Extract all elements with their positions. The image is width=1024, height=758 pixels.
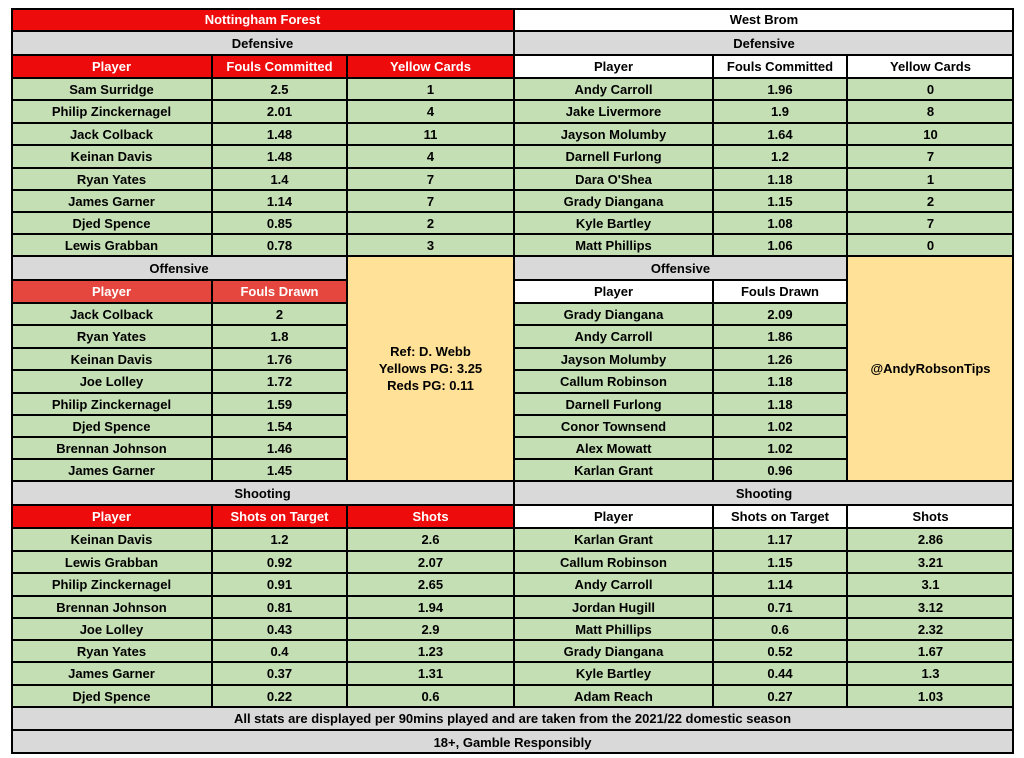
left-defensive-cell: Jack Colback [11, 123, 212, 145]
right-shooting-cell: 3.12 [847, 596, 1014, 618]
right-defensive-cell: 1.9 [713, 100, 847, 123]
right-defensive-title: Defensive [514, 31, 1014, 55]
left-defensive-cell: Philip Zinckernagel [11, 100, 212, 123]
right-shooting-cell: 2.86 [847, 528, 1014, 551]
right-defensive-cell: 2 [847, 190, 1014, 212]
right-offensive-cell: 1.26 [713, 348, 847, 370]
right-offensive-cell: 1.02 [713, 437, 847, 459]
left-defensive-cell: 3 [347, 234, 514, 256]
left-defensive-cell: 7 [347, 168, 514, 190]
footer-disclaimer: 18+, Gamble Responsibly [11, 730, 1014, 754]
left-shooting-cell: 0.43 [212, 618, 347, 640]
left-offensive-cell: Ryan Yates [11, 325, 212, 348]
left-shooting-cell: Keinan Davis [11, 528, 212, 551]
left-defensive-cell: 2 [347, 212, 514, 234]
left-offensive-cell: Brennan Johnson [11, 437, 212, 459]
right-offensive-cell: 1.86 [713, 325, 847, 348]
left-offensive-header-player: Player [11, 280, 212, 303]
left-offensive-cell: 1.8 [212, 325, 347, 348]
left-offensive-cell: 1.45 [212, 459, 347, 481]
right-offensive-cell: 1.02 [713, 415, 847, 437]
right-defensive-header-fouls-committed: Fouls Committed [713, 55, 847, 78]
right-shooting-cell: 1.17 [713, 528, 847, 551]
right-defensive-cell: Matt Phillips [514, 234, 713, 256]
right-defensive-cell: Jayson Molumby [514, 123, 713, 145]
referee-info-box [347, 256, 514, 481]
left-offensive-cell: 1.46 [212, 437, 347, 459]
right-offensive-cell: Andy Carroll [514, 325, 713, 348]
right-shooting-header-player: Player [514, 505, 713, 528]
referee-name: Ref: D. Webb [390, 344, 471, 359]
left-defensive-cell: 1.48 [212, 123, 347, 145]
left-offensive-cell: Keinan Davis [11, 348, 212, 370]
left-shooting-cell: Lewis Grabban [11, 551, 212, 573]
right-shooting-cell: Callum Robinson [514, 551, 713, 573]
left-defensive-header-player: Player [11, 55, 212, 78]
right-defensive-cell: 7 [847, 212, 1014, 234]
right-shooting-cell: 0.44 [713, 662, 847, 685]
left-defensive-cell: Ryan Yates [11, 168, 212, 190]
right-defensive-cell: 1.18 [713, 168, 847, 190]
left-offensive-cell: 2 [212, 303, 347, 325]
right-defensive-cell: 0 [847, 234, 1014, 256]
right-offensive-cell: Karlan Grant [514, 459, 713, 481]
right-defensive-cell: Jake Livermore [514, 100, 713, 123]
right-shooting-cell: 0.71 [713, 596, 847, 618]
right-shooting-cell: 1.14 [713, 573, 847, 596]
right-offensive-cell: Darnell Furlong [514, 393, 713, 415]
right-offensive-cell: Grady Diangana [514, 303, 713, 325]
right-offensive-cell: 0.96 [713, 459, 847, 481]
left-shooting-cell: 0.91 [212, 573, 347, 596]
right-defensive-cell: 10 [847, 123, 1014, 145]
left-defensive-cell: 1.4 [212, 168, 347, 190]
left-defensive-cell: 0.85 [212, 212, 347, 234]
right-shooting-cell: 0.6 [713, 618, 847, 640]
right-defensive-cell: Grady Diangana [514, 190, 713, 212]
left-defensive-title: Defensive [11, 31, 514, 55]
right-defensive-cell: 1.64 [713, 123, 847, 145]
left-offensive-cell: Djed Spence [11, 415, 212, 437]
left-offensive-cell: 1.54 [212, 415, 347, 437]
right-team-header: West Brom [514, 8, 1014, 31]
right-shooting-header-shots: Shots [847, 505, 1014, 528]
referee-reds: Reds PG: 0.11 [387, 378, 474, 393]
left-shooting-cell: 2.9 [347, 618, 514, 640]
right-shooting-cell: 1.67 [847, 640, 1014, 662]
left-shooting-header-shots-on-target: Shots on Target [212, 505, 347, 528]
right-defensive-cell: 8 [847, 100, 1014, 123]
right-shooting-cell: 1.03 [847, 685, 1014, 707]
right-shooting-cell: Adam Reach [514, 685, 713, 707]
right-defensive-header-yellow-cards: Yellow Cards [847, 55, 1014, 78]
left-team-header: Nottingham Forest [11, 8, 514, 31]
left-shooting-cell: 2.07 [347, 551, 514, 573]
left-shooting-cell: Ryan Yates [11, 640, 212, 662]
left-defensive-cell: 2.01 [212, 100, 347, 123]
right-shooting-cell: 0.27 [713, 685, 847, 707]
left-shooting-cell: 2.6 [347, 528, 514, 551]
right-defensive-cell: Dara O'Shea [514, 168, 713, 190]
left-shooting-cell: Philip Zinckernagel [11, 573, 212, 596]
right-shooting-cell: 0.52 [713, 640, 847, 662]
left-defensive-header-fouls-committed: Fouls Committed [212, 55, 347, 78]
left-offensive-header-fouls-drawn: Fouls Drawn [212, 280, 347, 303]
left-offensive-cell: James Garner [11, 459, 212, 481]
right-shooting-cell: 3.1 [847, 573, 1014, 596]
left-defensive-cell: Keinan Davis [11, 145, 212, 168]
left-defensive-cell: Djed Spence [11, 212, 212, 234]
right-shooting-cell: Karlan Grant [514, 528, 713, 551]
left-defensive-cell: 1.48 [212, 145, 347, 168]
right-defensive-cell: 1.08 [713, 212, 847, 234]
left-shooting-cell: 0.22 [212, 685, 347, 707]
left-shooting-cell: 1.31 [347, 662, 514, 685]
twitter-handle-box [847, 256, 1014, 481]
left-defensive-cell: 0.78 [212, 234, 347, 256]
left-shooting-cell: Brennan Johnson [11, 596, 212, 618]
left-defensive-cell: 4 [347, 100, 514, 123]
right-defensive-cell: 1.15 [713, 190, 847, 212]
left-shooting-header-shots: Shots [347, 505, 514, 528]
right-defensive-cell: 1.2 [713, 145, 847, 168]
left-offensive-cell: Jack Colback [11, 303, 212, 325]
left-shooting-cell: 0.81 [212, 596, 347, 618]
left-offensive-cell: 1.72 [212, 370, 347, 393]
left-defensive-cell: 1 [347, 78, 514, 100]
left-shooting-cell: James Garner [11, 662, 212, 685]
right-shooting-cell: Andy Carroll [514, 573, 713, 596]
right-shooting-cell: Jordan Hugill [514, 596, 713, 618]
right-offensive-cell: Jayson Molumby [514, 348, 713, 370]
left-shooting-cell: 1.94 [347, 596, 514, 618]
left-shooting-cell: 0.6 [347, 685, 514, 707]
left-offensive-cell: Joe Lolley [11, 370, 212, 393]
right-shooting-cell: 2.32 [847, 618, 1014, 640]
left-offensive-title: Offensive [11, 256, 347, 280]
right-offensive-cell: 1.18 [713, 370, 847, 393]
right-defensive-cell: Kyle Bartley [514, 212, 713, 234]
twitter-handle: @AndyRobsonTips [870, 361, 991, 376]
right-defensive-cell: 1.06 [713, 234, 847, 256]
left-defensive-cell: James Garner [11, 190, 212, 212]
left-shooting-header-player: Player [11, 505, 212, 528]
right-defensive-cell: 7 [847, 145, 1014, 168]
right-shooting-header-shots-on-target: Shots on Target [713, 505, 847, 528]
right-offensive-header-player: Player [514, 280, 713, 303]
right-offensive-title: Offensive [514, 256, 847, 280]
referee-yellows: Yellows PG: 3.25 [378, 361, 483, 376]
right-shooting-cell: 1.15 [713, 551, 847, 573]
left-shooting-cell: 0.37 [212, 662, 347, 685]
right-offensive-cell: Callum Robinson [514, 370, 713, 393]
right-offensive-header-fouls-drawn: Fouls Drawn [713, 280, 847, 303]
right-shooting-cell: Grady Diangana [514, 640, 713, 662]
right-shooting-title: Shooting [514, 481, 1014, 505]
right-defensive-cell: 1 [847, 168, 1014, 190]
left-offensive-cell: 1.59 [212, 393, 347, 415]
left-defensive-cell: 1.14 [212, 190, 347, 212]
left-shooting-cell: 1.2 [212, 528, 347, 551]
left-offensive-cell: Philip Zinckernagel [11, 393, 212, 415]
right-offensive-cell: Conor Townsend [514, 415, 713, 437]
right-defensive-cell: Andy Carroll [514, 78, 713, 100]
left-shooting-title: Shooting [11, 481, 514, 505]
left-defensive-cell: 7 [347, 190, 514, 212]
right-defensive-cell: 1.96 [713, 78, 847, 100]
left-shooting-cell: 0.92 [212, 551, 347, 573]
right-defensive-header-player: Player [514, 55, 713, 78]
left-shooting-cell: Joe Lolley [11, 618, 212, 640]
right-offensive-cell: Alex Mowatt [514, 437, 713, 459]
left-defensive-cell: 2.5 [212, 78, 347, 100]
left-shooting-cell: 0.4 [212, 640, 347, 662]
left-defensive-cell: Sam Surridge [11, 78, 212, 100]
left-shooting-cell: 1.23 [347, 640, 514, 662]
right-shooting-cell: Matt Phillips [514, 618, 713, 640]
left-shooting-cell: 2.65 [347, 573, 514, 596]
right-defensive-cell: Darnell Furlong [514, 145, 713, 168]
right-defensive-cell: 0 [847, 78, 1014, 100]
right-shooting-cell: 1.3 [847, 662, 1014, 685]
left-offensive-cell: 1.76 [212, 348, 347, 370]
left-defensive-cell: 4 [347, 145, 514, 168]
right-shooting-cell: Kyle Bartley [514, 662, 713, 685]
right-offensive-cell: 2.09 [713, 303, 847, 325]
left-shooting-cell: Djed Spence [11, 685, 212, 707]
left-defensive-cell: Lewis Grabban [11, 234, 212, 256]
left-defensive-cell: 11 [347, 123, 514, 145]
right-shooting-cell: 3.21 [847, 551, 1014, 573]
footer-note: All stats are displayed per 90mins played and are taken from the 2021/22 domestic season [11, 707, 1014, 730]
right-offensive-cell: 1.18 [713, 393, 847, 415]
left-defensive-header-yellow-cards: Yellow Cards [347, 55, 514, 78]
